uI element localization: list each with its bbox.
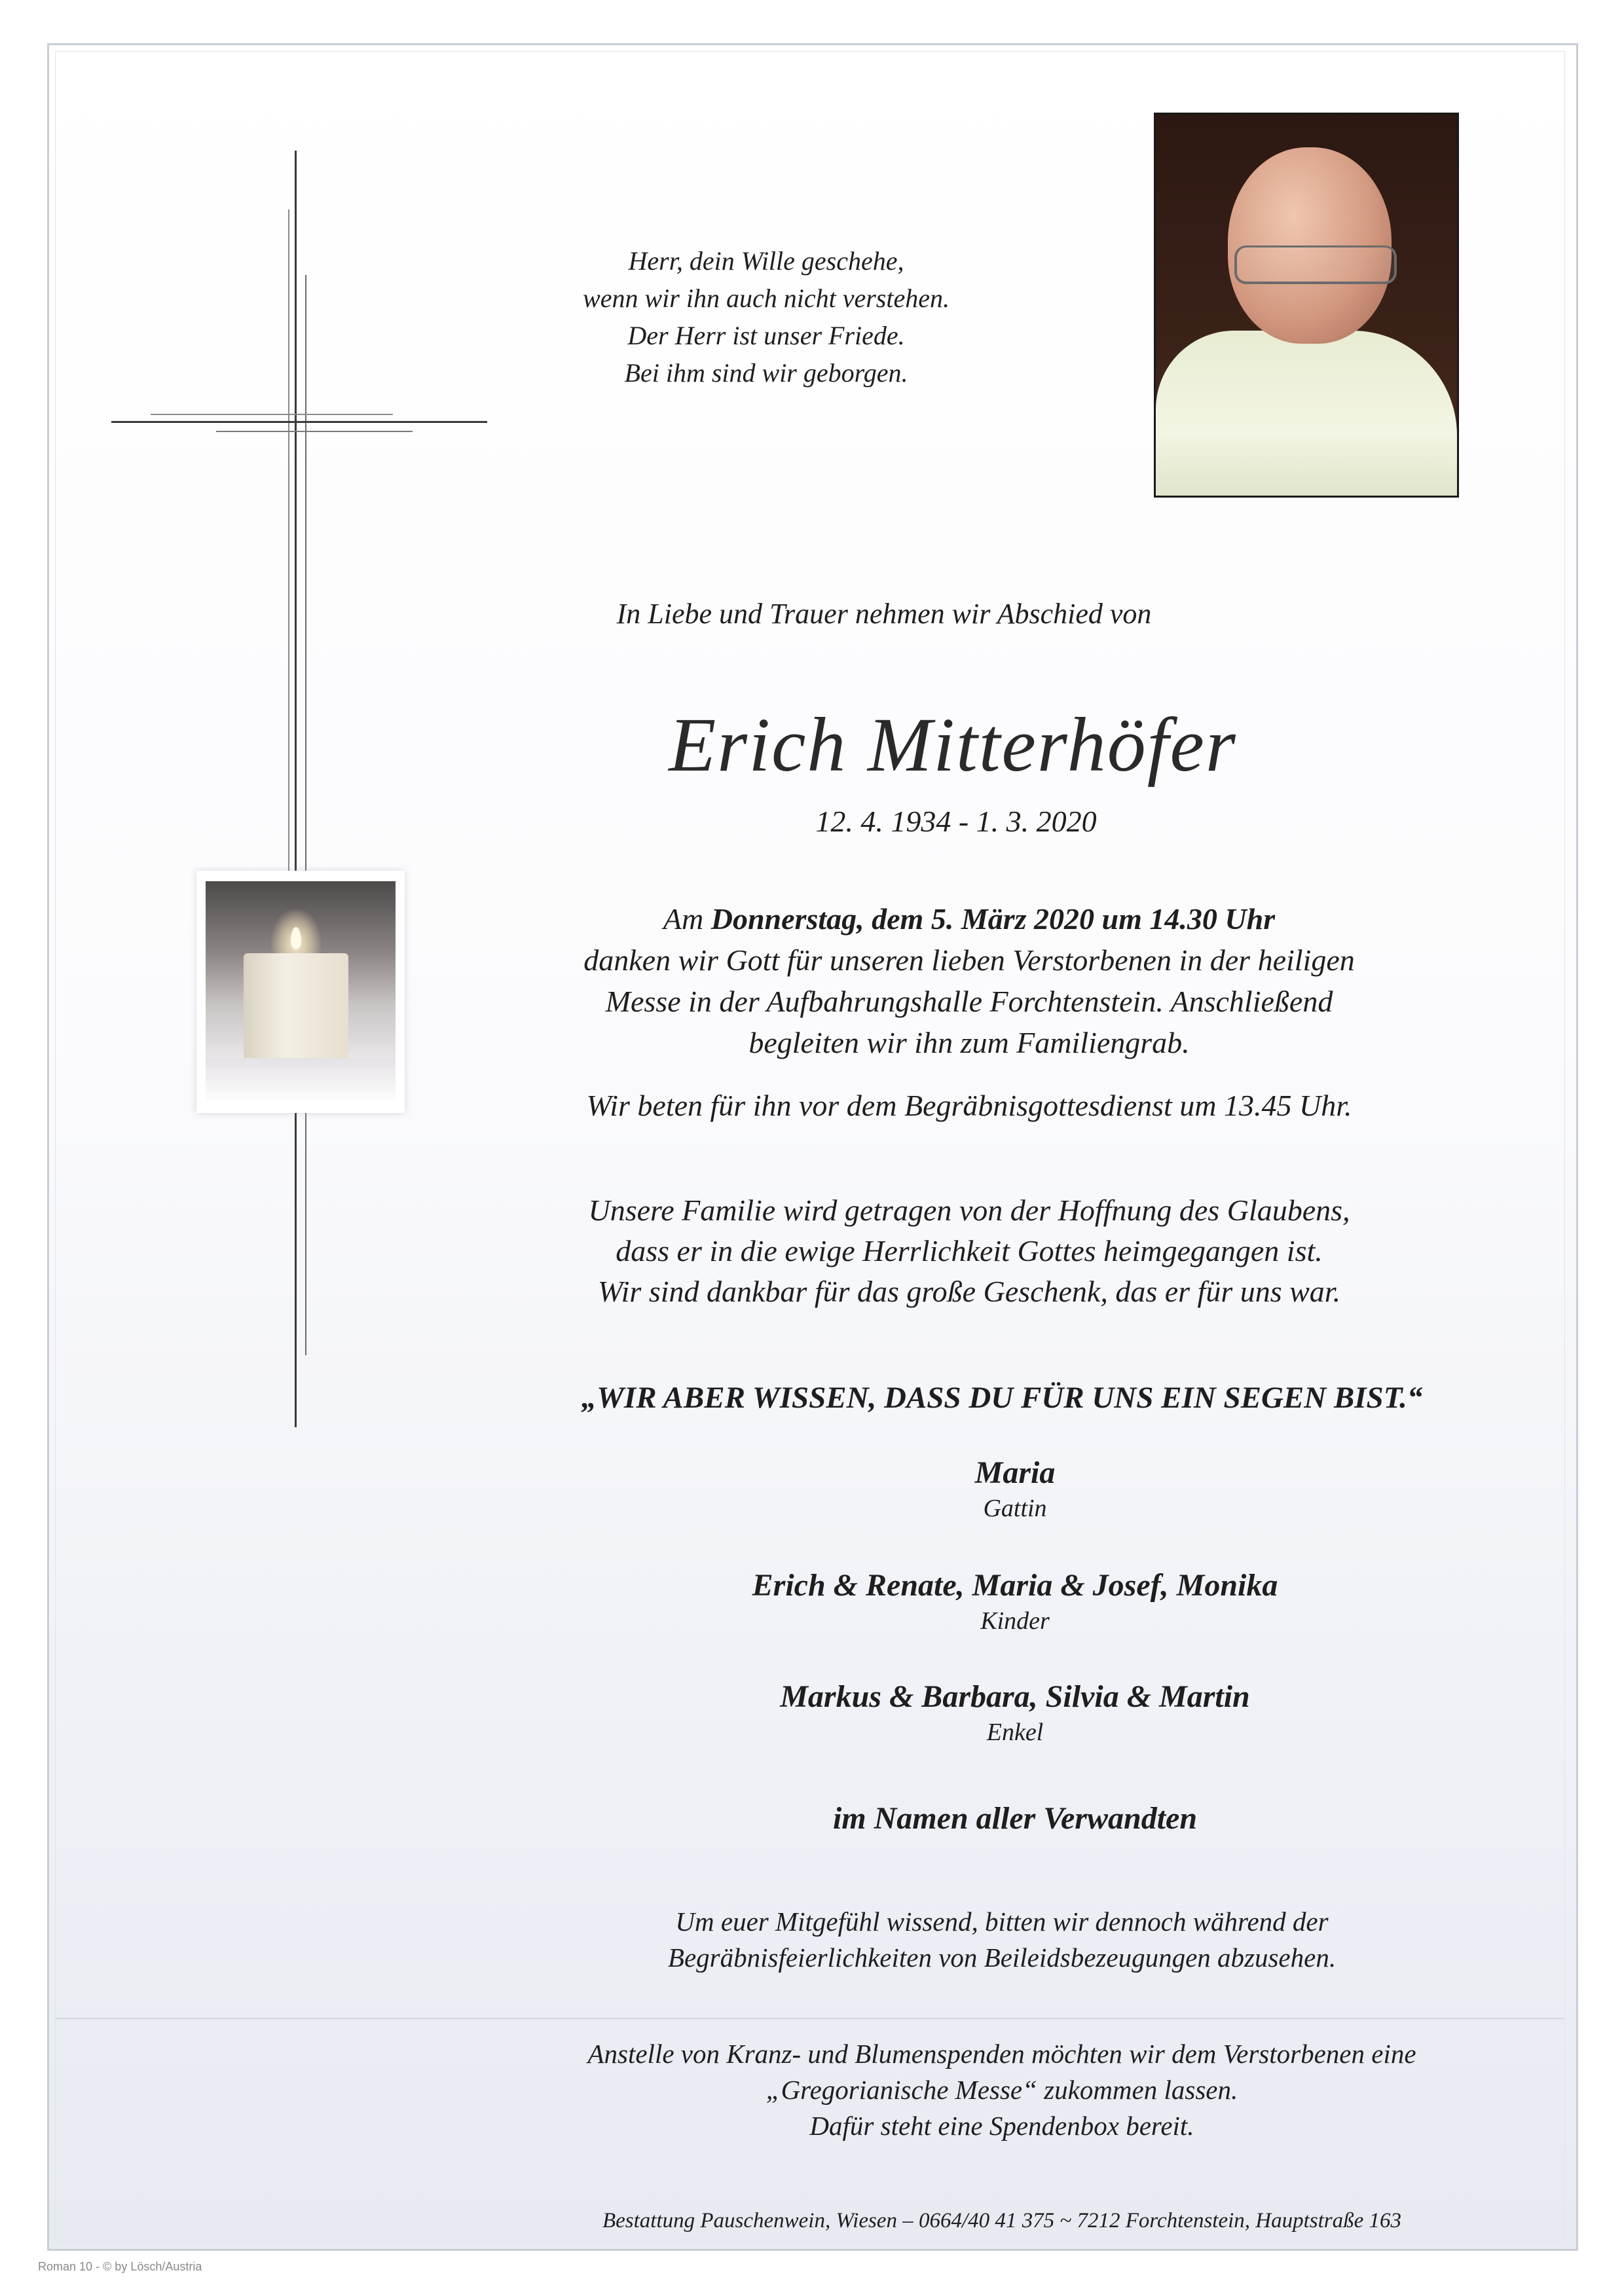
portrait-shirt bbox=[1156, 331, 1457, 498]
cross-vertical-line bbox=[305, 275, 306, 1355]
mourner-role: Enkel bbox=[986, 1719, 1044, 1746]
cross-horizontal-line bbox=[111, 421, 487, 423]
verse-line: Der Herr ist unser Friede. bbox=[627, 321, 905, 350]
section-divider bbox=[55, 2018, 1564, 2019]
faith-line: dass er in die ewige Herrlichkeit Gottes heimgegangen ist. bbox=[616, 1234, 1323, 1267]
service-paragraph bbox=[498, 898, 1441, 1063]
funeral-home-footer: Bestattung Pauschenwein, Wiesen – 0664/40 41 375 ~ 7212 Forchtenstein, Hauptstraße 163 bbox=[602, 2209, 1402, 2232]
condolence-line: Begräbnisfeierlichkeiten von Beileidsbezeugungen abzusehen. bbox=[667, 1942, 1337, 1973]
mourner-role: Gattin bbox=[983, 1495, 1047, 1522]
deceased-name: Erich Mitterhöfer bbox=[669, 702, 1237, 788]
verse-line: Herr, dein Wille geschehe, bbox=[628, 246, 904, 276]
bible-verse bbox=[537, 242, 995, 392]
mourner-names: Erich & Renate, Maria & Josef, Monika bbox=[752, 1568, 1278, 1603]
portrait-photo bbox=[1154, 113, 1459, 498]
faith-line: Unsere Familie wird getragen von der Hoffnung des Glaubens, bbox=[588, 1194, 1350, 1227]
faith-line: Wir sind dankbar für das große Geschenk, das er für uns war. bbox=[597, 1275, 1341, 1308]
donation-note bbox=[498, 2036, 1506, 2144]
verse-line: wenn wir ihn auch nicht verstehen. bbox=[583, 283, 950, 313]
candle-image bbox=[196, 871, 405, 1113]
service-line: begleiten wir ihn zum Familiengrab. bbox=[748, 1026, 1190, 1059]
relatives-line: im Namen aller Verwandten bbox=[832, 1801, 1198, 1836]
service-date-time: Donnerstag, dem 5. März 2020 um 14.30 Uhr bbox=[710, 902, 1276, 936]
memorial-quote: „WIR ABER WISSEN, DASS DU FÜR UNS EIN SEGEN BIST.“ bbox=[581, 1381, 1423, 1415]
mourner-role: Kinder bbox=[980, 1607, 1050, 1635]
service-line: Messe in der Aufbahrungshalle Forchtenstein. Anschließend bbox=[605, 985, 1333, 1018]
mourner-names: Markus & Barbara, Silvia & Martin bbox=[780, 1679, 1250, 1714]
donation-line: „Gregorianische Messe“ zukommen lassen. bbox=[766, 2075, 1238, 2105]
candle-scene bbox=[206, 881, 396, 1058]
service-prefix: Am bbox=[663, 902, 711, 936]
portrait-glasses bbox=[1234, 246, 1397, 284]
mourner-names: Maria bbox=[974, 1455, 1056, 1490]
condolence-line: Um euer Mitgefühl wissend, bitten wir dennoch während der bbox=[675, 1906, 1329, 1937]
condolence-note bbox=[498, 1904, 1506, 1976]
cross-horizontal-line bbox=[216, 431, 413, 432]
donation-line: Dafür steht eine Spendenbox bereit. bbox=[809, 2111, 1194, 2141]
candle-reflection bbox=[206, 1058, 396, 1104]
service-line: danken wir Gott für unseren lieben Verstorbenen in der heiligen bbox=[583, 943, 1355, 977]
cross-vertical-line bbox=[295, 151, 297, 1427]
cross-horizontal-line bbox=[151, 414, 393, 415]
intro-line: In Liebe und Trauer nehmen wir Abschied von bbox=[616, 598, 1152, 630]
life-dates: 12. 4. 1934 - 1. 3. 2020 bbox=[815, 805, 1097, 838]
template-copyright: Roman 10 - © by Lösch/Austria bbox=[38, 2260, 202, 2273]
candle-icon bbox=[244, 953, 348, 1058]
faith-paragraph bbox=[498, 1190, 1441, 1312]
verse-line: Bei ihm sind wir geborgen. bbox=[624, 358, 908, 388]
service-date-line bbox=[498, 898, 1441, 939]
prayer-line: Wir beten für ihn vor dem Begräbnisgottesdienst um 13.45 Uhr. bbox=[586, 1089, 1352, 1122]
donation-line: Anstelle von Kranz- und Blumenspenden möchten wir dem Verstorbenen eine bbox=[587, 2039, 1416, 2069]
